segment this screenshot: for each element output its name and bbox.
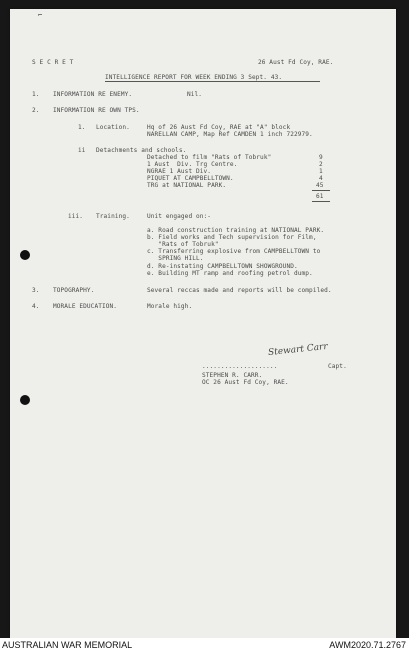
detachment-row: PIQUET AT CAMPBELLTOWN. [147,175,234,182]
section-3-number: 3. [32,287,40,294]
signature-dots: .................... [202,363,278,370]
training-item: c. Transferring explosive from CAMPBELLTOWN to [147,248,321,255]
punch-hole [20,250,30,260]
detachment-count: 4 [319,175,323,182]
detachment-row: NGRAE 1 Aust Div. [147,168,212,175]
section-3-heading: TOPOGRAPHY. [53,287,95,294]
detachments-number: ii [78,147,86,154]
location-line-1: Hq of 26 Aust Fd Coy, RAE at "A" block [147,124,291,131]
pencil-mark: ⌐ [38,11,43,19]
section-4-value: Morale high. [147,303,193,310]
unit-header: 26 Aust Fd Coy, RAE. [258,59,334,66]
training-label: Training. [96,213,130,220]
footer-accession-number: AWM2020.71.2767 [329,640,406,650]
location-number: 1. [78,124,86,131]
section-1-number: 1. [32,91,40,98]
training-intro: Unit engaged on:- [147,213,212,220]
training-item: SPRING HILL. [147,255,204,262]
section-2-heading: INFORMATION RE OWN TPS. [53,107,140,114]
section-2-number: 2. [32,107,40,114]
handwritten-signature: Stewart Carr [267,341,329,359]
section-1-value: Nil. [187,91,203,98]
total-rule-bottom [312,201,330,202]
detachments-label: Detachments and schools. [96,147,187,154]
detachment-row: 1 Aust Div. Trg Centre. [147,161,238,168]
document-page [10,9,396,638]
training-item: d. Re-instating CAMPBELLTOWN SHOWGROUND. [147,263,298,270]
training-number: iii. [68,213,84,220]
location-line-2: NARELLAN CAMP, Map Ref CAMDEN 1 inch 722979. [147,131,313,138]
detachment-row: TRG at NATIONAL PARK. [147,182,227,189]
training-item: e. Building MT ramp and roofing petrol dump. [147,270,313,277]
signatory-role: OC 26 Aust Fd Coy, RAE. [202,379,289,386]
section-3-value: Several reccas made and reports will be compiled. [147,287,332,294]
section-4-number: 4. [32,303,40,310]
section-1-heading: INFORMATION RE ENEMY. [53,91,133,98]
total-rule-top [312,190,330,191]
training-item: a. Road construction training at NATIONAL PARK. [147,227,325,234]
footer-bar [0,638,409,653]
training-item: b. Field works and Tech supervision for Film, [147,234,317,241]
signatory-name: STEPHEN R. CARR. [202,372,263,379]
footer-institution: AUSTRALIAN WAR MEMORIAL [2,640,133,650]
title-underline [105,81,320,82]
punch-hole [20,395,30,405]
signature-rank: Capt. [328,363,347,370]
training-item: "Rats of Tobruk" [147,241,219,248]
detachment-count: 45 [316,182,324,189]
classification: S E C R E T [32,59,74,66]
location-label: Location. [96,124,130,131]
detachment-row: Detached to film "Rats of Tobruk" [147,154,272,161]
detachment-count: 1 [319,168,323,175]
section-4-heading: MORALE EDUCATION. [53,303,118,310]
detachment-count: 9 [319,154,323,161]
detachments-total: 61 [316,193,324,200]
detachment-count: 2 [319,161,323,168]
report-title: INTELLIGENCE REPORT FOR WEEK ENDING 3 Sept. 43. [105,74,283,81]
